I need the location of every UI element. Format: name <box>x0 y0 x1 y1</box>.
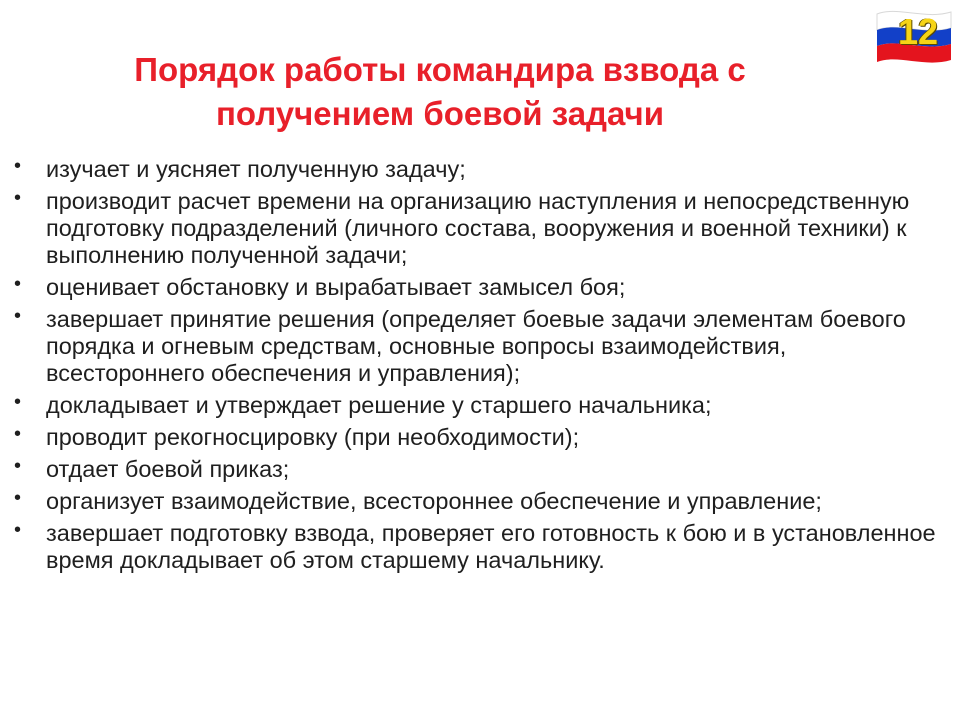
list-item-text: проводит рекогносцировку (при необходимости); <box>46 424 580 450</box>
bullet-dot: • <box>14 423 22 445</box>
slide-number: 12 <box>898 11 939 52</box>
list-item <box>14 274 944 301</box>
list-item-text: докладывает и утверждает решение у старшего начальника; <box>46 392 712 418</box>
slide-title <box>20 48 860 136</box>
bullet-dot: • <box>14 519 22 541</box>
list-item <box>14 156 944 183</box>
list-item-text: завершает принятие решения (определяет боевые задачи элементам боевого порядка и огневым средствам, основные вопросы взаимодействия, всестороннего обеспечения и управления); <box>46 306 906 386</box>
list-item <box>14 520 944 574</box>
bullet-dot: • <box>14 487 22 509</box>
bullet-dot: • <box>14 455 22 477</box>
bullet-dot: • <box>14 155 22 177</box>
bullet-dot: • <box>14 187 22 209</box>
list-item-text: отдает боевой приказ; <box>46 456 290 482</box>
list-item <box>14 424 944 451</box>
list-item-text: оценивает обстановку и вырабатывает замысел боя; <box>46 274 626 300</box>
bullet-dot: • <box>14 305 22 327</box>
list-item <box>14 456 944 483</box>
list-item <box>14 306 944 387</box>
list-item <box>14 392 944 419</box>
bullet-dot: • <box>14 273 22 295</box>
list-item-text: организует взаимодействие, всестороннее обеспечение и управление; <box>46 488 822 514</box>
slide-title-line-1: Порядок работы командира взвода с <box>134 51 746 88</box>
list-item <box>14 488 944 515</box>
bullet-dot: • <box>14 391 22 413</box>
slide-title-line-2: получением боевой задачи <box>216 95 664 132</box>
list-item-text: завершает подготовку взвода, проверяет его готовность к бою и в установленное время докладывает об этом старшему начальнику. <box>46 520 936 573</box>
list-item-text: изучает и уясняет полученную задачу; <box>46 156 466 182</box>
bullet-list <box>14 156 944 579</box>
list-item <box>14 188 944 269</box>
list-item-text: производит расчет времени на организацию наступления и непосредственную подготовку подразделений (личного состава, вооружения и военной техники) к выполнению полученной задачи; <box>46 188 910 268</box>
